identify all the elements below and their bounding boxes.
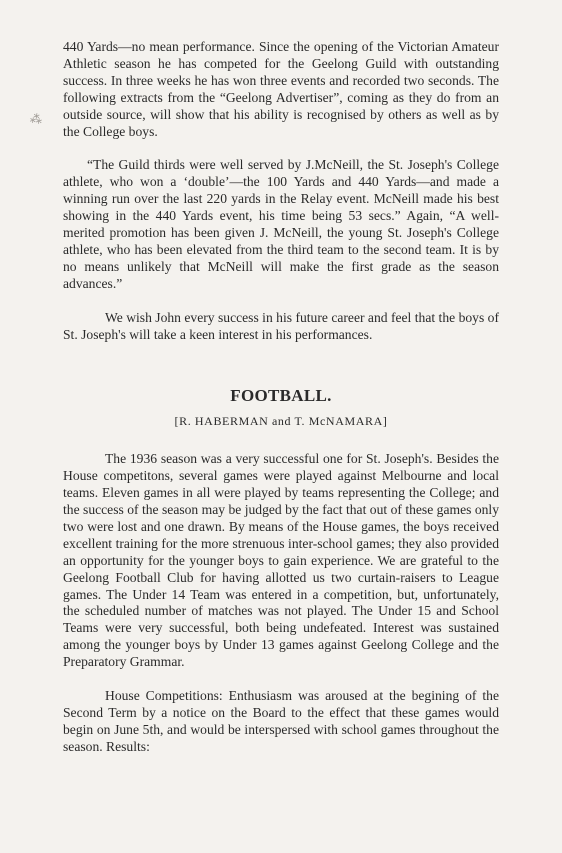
margin-smudge-mark: ⁂ [29,111,43,127]
paragraph-season-summary: The 1936 season was a very successful one for St. Joseph's. Besides the House competitons, several games were played against Melbourne and local teams. Eleven games in all were played by teams representing the College; and the success of the season may be judged by the fact that out of these games only two were lost and one drawn. By means of the House games, the boys received excellent training for the more strenuous inter-school games; they also provided an opportunity for the younger boys to gain experience. We are grateful to the Geelong Football Club for having allotted us two curtain-raisers to League games. The Under 14 Team was entered in a competition, but, unfortunately, the scheduled number of matches was not played. The Under 15 and School Teams were very successful, both being undefeated. Interest was sustained among the younger boys by Under 13 games against Geelong College and the Preparatory Grammar. [63,451,499,670]
section-authors: [R. HABERMAN and T. McNAMARA] [174,414,388,429]
section-heading-football: FOOTBALL. [230,385,332,405]
text-column [63,39,499,756]
paragraph-best-wishes: We wish John every success in his future career and feel that the boys of St. Joseph's will take a keen interest in his performances. [63,309,499,342]
paragraph-house-competitions: House Competitions: Enthusiasm was aroused at the begining of the Second Term by a notice on the Board to the effect that these games would begin on June 5th, and would be interspersed with school games throughout the season. Results: [63,688,499,754]
paragraph-advertiser-quote: “The Guild thirds were well served by J.McNeill, the St. Joseph's College athlete, who won a ‘double’—the 100 Yards and 440 Yards—and made a winning run over the last 220 yards in the Relay event. McNeill made his best showing in the 440 Yards event, his time being 53 secs.” Again, “A well-merited promotion has been given J. McNeill, the young St. Joseph's College athlete, who has been elevated from the third team to the second team. It is by no means unlikely that McNeill will make the first grade as the season advances.” [63,157,499,291]
paragraph-athletics-intro: 440 Yards—no mean performance. Since the opening of the Victorian Amateur Athletic season he has competed for the Geelong Guild with outstanding success. In three weeks he has won three events and recorded two seconds. The following extracts from the “Geelong Advertiser”, coming as they do from an outside source, will show that his ability is recognised by others as well as by the College boys. [63,39,499,139]
